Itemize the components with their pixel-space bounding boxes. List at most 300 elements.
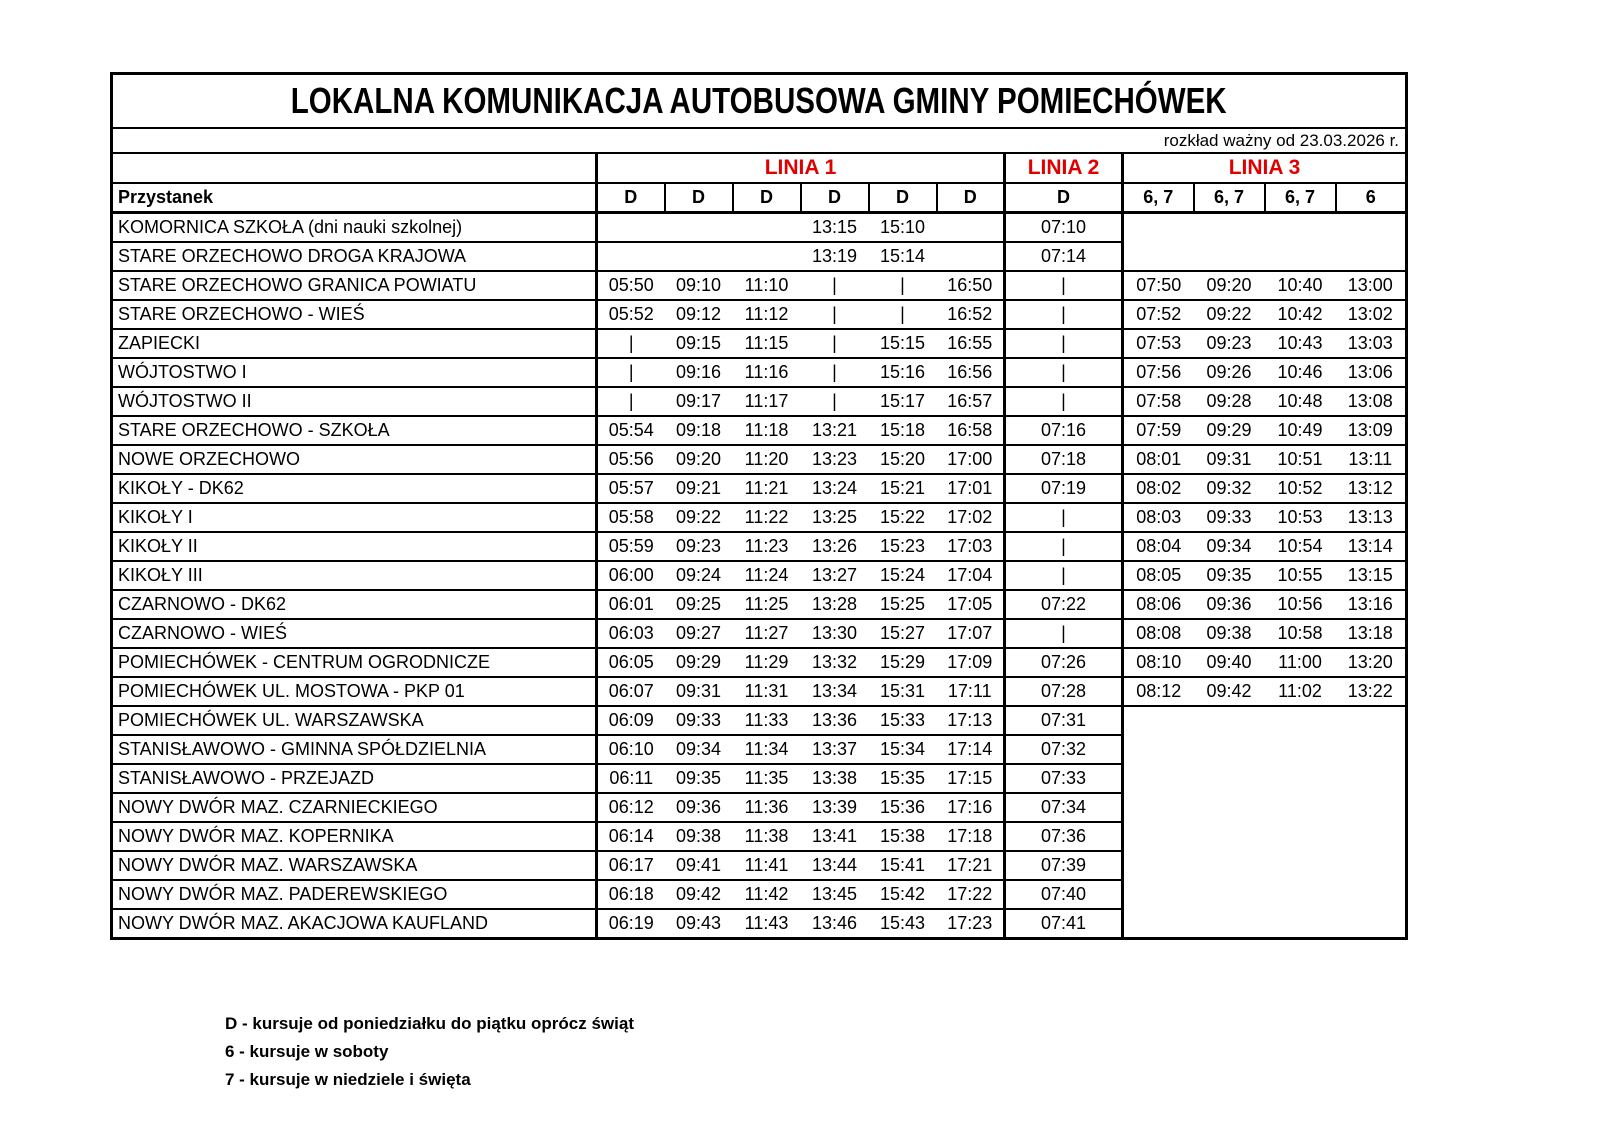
time-cell: 08:12 xyxy=(1123,677,1194,706)
time-cell: 17:15 xyxy=(937,764,1005,793)
stop-name-cell: NOWY DWÓR MAZ. WARSZAWSKA xyxy=(112,851,597,880)
time-cell: 09:20 xyxy=(1194,271,1265,300)
time-cell: 17:23 xyxy=(937,909,1005,939)
corner-cell xyxy=(112,153,597,183)
time-cell: 15:34 xyxy=(869,735,937,764)
table-row xyxy=(112,561,1407,590)
time-cell: 10:52 xyxy=(1265,474,1336,503)
time-cell: 17:18 xyxy=(937,822,1005,851)
empty-cell xyxy=(665,213,733,243)
legend-line-6: 6 - kursuje w soboty xyxy=(225,1042,389,1061)
table-row xyxy=(112,619,1407,648)
time-cell: 16:52 xyxy=(937,300,1005,329)
time-cell: 09:33 xyxy=(665,706,733,735)
table-row xyxy=(112,358,1407,387)
time-cell: 08:05 xyxy=(1123,561,1194,590)
time-cell: 07:26 xyxy=(1005,648,1123,677)
time-cell: 11:21 xyxy=(733,474,801,503)
time-cell: 07:31 xyxy=(1005,706,1123,735)
time-cell: 11:02 xyxy=(1265,677,1336,706)
stop-column-header: Przystanek xyxy=(112,183,597,213)
time-cell: 10:54 xyxy=(1265,532,1336,561)
time-cell: 06:17 xyxy=(597,851,665,880)
time-cell: 15:42 xyxy=(869,880,937,909)
time-cell: 07:52 xyxy=(1123,300,1194,329)
time-cell: 10:46 xyxy=(1265,358,1336,387)
table-row xyxy=(112,445,1407,474)
empty-cell xyxy=(665,242,733,271)
time-cell: 05:50 xyxy=(597,271,665,300)
timetable xyxy=(110,72,1408,940)
time-cell: 17:11 xyxy=(937,677,1005,706)
stop-name-cell: CZARNOWO - WIEŚ xyxy=(112,619,597,648)
time-cell: 13:20 xyxy=(1336,648,1407,677)
time-cell: 09:36 xyxy=(1194,590,1265,619)
day-code-header: 6, 7 xyxy=(1194,183,1265,213)
time-cell: 15:10 xyxy=(869,213,937,243)
time-cell: 15:21 xyxy=(869,474,937,503)
time-cell: 13:02 xyxy=(1336,300,1407,329)
time-cell: 13:44 xyxy=(801,851,869,880)
stop-name-cell: WÓJTOSTWO II xyxy=(112,387,597,416)
time-cell: 06:01 xyxy=(597,590,665,619)
time-cell: 11:43 xyxy=(733,909,801,939)
time-cell: 16:57 xyxy=(937,387,1005,416)
time-cell: 06:09 xyxy=(597,706,665,735)
legend-line-d: D - kursuje od poniedziałku do piątku oprócz świąt xyxy=(225,1014,634,1033)
time-cell: 11:20 xyxy=(733,445,801,474)
stop-name-cell: STANISŁAWOWO - GMINNA SPÓŁDZIELNIA xyxy=(112,735,597,764)
time-cell: 11:23 xyxy=(733,532,801,561)
time-cell: 08:08 xyxy=(1123,619,1194,648)
table-row xyxy=(112,503,1407,532)
time-cell: 11:27 xyxy=(733,619,801,648)
stop-name-cell: NOWE ORZECHOWO xyxy=(112,445,597,474)
day-code-header: 6, 7 xyxy=(1123,183,1194,213)
time-cell: 13:08 xyxy=(1336,387,1407,416)
time-cell: 10:55 xyxy=(1265,561,1336,590)
time-cell: 10:56 xyxy=(1265,590,1336,619)
time-cell: 13:27 xyxy=(801,561,869,590)
stop-name-cell: POMIECHÓWEK UL. MOSTOWA - PKP 01 xyxy=(112,677,597,706)
time-cell: 13:06 xyxy=(1336,358,1407,387)
time-cell: 09:26 xyxy=(1194,358,1265,387)
no-service-region xyxy=(1123,706,1407,939)
time-cell: 15:41 xyxy=(869,851,937,880)
time-cell: 07:14 xyxy=(1005,242,1123,271)
time-cell: 13:32 xyxy=(801,648,869,677)
time-cell: 07:19 xyxy=(1005,474,1123,503)
time-cell: 11:31 xyxy=(733,677,801,706)
time-cell: 13:34 xyxy=(801,677,869,706)
time-cell: 07:41 xyxy=(1005,909,1123,939)
time-cell: 09:27 xyxy=(665,619,733,648)
time-cell: 15:24 xyxy=(869,561,937,590)
time-cell: 07:32 xyxy=(1005,735,1123,764)
time-cell: 09:29 xyxy=(665,648,733,677)
time-cell: 17:04 xyxy=(937,561,1005,590)
time-cell: 13:25 xyxy=(801,503,869,532)
time-cell: 09:34 xyxy=(1194,532,1265,561)
time-cell: 13:09 xyxy=(1336,416,1407,445)
time-cell: 10:42 xyxy=(1265,300,1336,329)
stop-name-cell: STANISŁAWOWO - PRZEJAZD xyxy=(112,764,597,793)
no-stop-bar-cell: | xyxy=(1005,387,1123,416)
no-stop-bar-cell: | xyxy=(801,329,869,358)
page-title: LOKALNA KOMUNIKACJA AUTOBUSOWA GMINY POMIECHÓWEK xyxy=(112,74,1407,129)
time-cell: 05:59 xyxy=(597,532,665,561)
time-cell: 13:14 xyxy=(1336,532,1407,561)
time-cell: 09:29 xyxy=(1194,416,1265,445)
time-cell: 15:33 xyxy=(869,706,937,735)
time-cell: 17:14 xyxy=(937,735,1005,764)
time-cell: 11:36 xyxy=(733,793,801,822)
time-cell: 07:40 xyxy=(1005,880,1123,909)
time-cell: 05:54 xyxy=(597,416,665,445)
time-cell: 13:18 xyxy=(1336,619,1407,648)
empty-cell xyxy=(597,242,665,271)
time-cell: 11:34 xyxy=(733,735,801,764)
time-cell: 07:36 xyxy=(1005,822,1123,851)
table-row xyxy=(112,329,1407,358)
time-cell: 11:24 xyxy=(733,561,801,590)
no-stop-bar-cell: | xyxy=(801,300,869,329)
no-stop-bar-cell: | xyxy=(869,271,937,300)
day-code-header: D xyxy=(801,183,869,213)
stop-name-cell: NOWY DWÓR MAZ. AKACJOWA KAUFLAND xyxy=(112,909,597,939)
stop-name-cell: ZAPIECKI xyxy=(112,329,597,358)
time-cell: 09:32 xyxy=(1194,474,1265,503)
time-cell: 13:45 xyxy=(801,880,869,909)
time-cell: 13:23 xyxy=(801,445,869,474)
time-cell: 11:42 xyxy=(733,880,801,909)
time-cell: 15:14 xyxy=(869,242,937,271)
time-cell: 09:28 xyxy=(1194,387,1265,416)
time-cell: 09:42 xyxy=(1194,677,1265,706)
time-cell: 07:59 xyxy=(1123,416,1194,445)
time-cell: 10:40 xyxy=(1265,271,1336,300)
time-cell: 15:16 xyxy=(869,358,937,387)
empty-cell xyxy=(937,242,1005,271)
day-code-header: D xyxy=(665,183,733,213)
time-cell: 13:26 xyxy=(801,532,869,561)
time-cell: 11:41 xyxy=(733,851,801,880)
time-cell: 07:34 xyxy=(1005,793,1123,822)
time-cell: 17:16 xyxy=(937,793,1005,822)
time-cell: 09:17 xyxy=(665,387,733,416)
stop-name-cell: KOMORNICA SZKOŁA (dni nauki szkolnej) xyxy=(112,213,597,243)
time-cell: 15:36 xyxy=(869,793,937,822)
time-cell: 06:18 xyxy=(597,880,665,909)
day-code-header: D xyxy=(869,183,937,213)
time-cell: 11:35 xyxy=(733,764,801,793)
table-row xyxy=(112,474,1407,503)
table-row xyxy=(112,271,1407,300)
time-cell: 15:20 xyxy=(869,445,937,474)
time-cell: 06:10 xyxy=(597,735,665,764)
time-cell: 17:01 xyxy=(937,474,1005,503)
stop-name-cell: CZARNOWO - DK62 xyxy=(112,590,597,619)
time-cell: 09:41 xyxy=(665,851,733,880)
time-cell: 09:24 xyxy=(665,561,733,590)
time-cell: 10:49 xyxy=(1265,416,1336,445)
no-stop-bar-cell: | xyxy=(801,271,869,300)
no-stop-bar-cell: | xyxy=(1005,329,1123,358)
time-cell: 10:58 xyxy=(1265,619,1336,648)
table-row xyxy=(112,387,1407,416)
no-stop-bar-cell: | xyxy=(1005,503,1123,532)
time-cell: 13:15 xyxy=(1336,561,1407,590)
time-cell: 15:35 xyxy=(869,764,937,793)
title-row xyxy=(112,74,1407,129)
time-cell: 13:11 xyxy=(1336,445,1407,474)
time-cell: 06:03 xyxy=(597,619,665,648)
time-cell: 07:53 xyxy=(1123,329,1194,358)
time-cell: 07:10 xyxy=(1005,213,1123,243)
validity-note: rozkład ważny od 23.03.2026 r. xyxy=(112,128,1407,153)
table-row xyxy=(112,416,1407,445)
stop-name-cell: STARE ORZECHOWO - SZKOŁA xyxy=(112,416,597,445)
stop-name-cell: NOWY DWÓR MAZ. PADEREWSKIEGO xyxy=(112,880,597,909)
stop-name-cell: KIKOŁY III xyxy=(112,561,597,590)
stop-name-cell: KIKOŁY II xyxy=(112,532,597,561)
table-row xyxy=(112,648,1407,677)
time-cell: 16:50 xyxy=(937,271,1005,300)
no-stop-bar-cell: | xyxy=(1005,561,1123,590)
linia3-header: LINIA 3 xyxy=(1123,153,1407,183)
stop-name-cell: POMIECHÓWEK - CENTRUM OGRODNICZE xyxy=(112,648,597,677)
no-stop-bar-cell: | xyxy=(1005,271,1123,300)
time-cell: 17:21 xyxy=(937,851,1005,880)
time-cell: 13:41 xyxy=(801,822,869,851)
time-cell: 13:00 xyxy=(1336,271,1407,300)
timetable-sheet xyxy=(110,72,1408,1089)
time-cell: 08:02 xyxy=(1123,474,1194,503)
day-code-header: D xyxy=(733,183,801,213)
time-cell: 10:53 xyxy=(1265,503,1336,532)
time-cell: 13:16 xyxy=(1336,590,1407,619)
time-cell: 09:18 xyxy=(665,416,733,445)
day-code-header: D xyxy=(597,183,665,213)
time-cell: 11:00 xyxy=(1265,648,1336,677)
table-row xyxy=(112,213,1407,243)
validity-row xyxy=(112,128,1407,153)
time-cell: 11:10 xyxy=(733,271,801,300)
time-cell: 09:42 xyxy=(665,880,733,909)
time-cell: 11:33 xyxy=(733,706,801,735)
time-cell: 17:09 xyxy=(937,648,1005,677)
no-service-region xyxy=(1123,213,1407,272)
time-cell: 08:03 xyxy=(1123,503,1194,532)
time-cell: 07:22 xyxy=(1005,590,1123,619)
time-cell: 15:38 xyxy=(869,822,937,851)
time-cell: 06:05 xyxy=(597,648,665,677)
stop-name-cell: POMIECHÓWEK UL. WARSZAWSKA xyxy=(112,706,597,735)
time-cell: 11:29 xyxy=(733,648,801,677)
no-stop-bar-cell: | xyxy=(1005,619,1123,648)
time-cell: 13:13 xyxy=(1336,503,1407,532)
stop-name-cell: NOWY DWÓR MAZ. CZARNIECKIEGO xyxy=(112,793,597,822)
table-row xyxy=(112,532,1407,561)
time-cell: 07:56 xyxy=(1123,358,1194,387)
empty-cell xyxy=(937,213,1005,243)
time-cell: 15:31 xyxy=(869,677,937,706)
stop-name-cell: STARE ORZECHOWO - WIEŚ xyxy=(112,300,597,329)
legend xyxy=(225,1010,634,1094)
time-cell: 17:22 xyxy=(937,880,1005,909)
time-cell: 09:35 xyxy=(1194,561,1265,590)
time-cell: 11:18 xyxy=(733,416,801,445)
no-stop-bar-cell: | xyxy=(801,358,869,387)
stop-name-cell: STARE ORZECHOWO DROGA KRAJOWA xyxy=(112,242,597,271)
no-stop-bar-cell: | xyxy=(801,387,869,416)
time-cell: 09:23 xyxy=(665,532,733,561)
time-cell: 16:55 xyxy=(937,329,1005,358)
linia2-header: LINIA 2 xyxy=(1005,153,1123,183)
stop-name-cell: KIKOŁY I xyxy=(112,503,597,532)
time-cell: 09:16 xyxy=(665,358,733,387)
time-cell: 11:22 xyxy=(733,503,801,532)
time-cell: 09:31 xyxy=(1194,445,1265,474)
day-code-header: D xyxy=(937,183,1005,213)
time-cell: 13:38 xyxy=(801,764,869,793)
time-cell: 06:12 xyxy=(597,793,665,822)
stop-name-cell: KIKOŁY - DK62 xyxy=(112,474,597,503)
time-cell: 11:25 xyxy=(733,590,801,619)
time-cell: 10:43 xyxy=(1265,329,1336,358)
time-cell: 09:33 xyxy=(1194,503,1265,532)
no-stop-bar-cell: | xyxy=(1005,300,1123,329)
time-cell: 09:34 xyxy=(665,735,733,764)
time-cell: 09:31 xyxy=(665,677,733,706)
time-cell: 06:00 xyxy=(597,561,665,590)
time-cell: 09:25 xyxy=(665,590,733,619)
time-cell: 09:38 xyxy=(1194,619,1265,648)
time-cell: 13:12 xyxy=(1336,474,1407,503)
time-cell: 13:21 xyxy=(801,416,869,445)
time-cell: 09:22 xyxy=(665,503,733,532)
time-cell: 09:20 xyxy=(665,445,733,474)
column-header-row xyxy=(112,183,1407,213)
time-cell: 08:06 xyxy=(1123,590,1194,619)
time-cell: 09:35 xyxy=(665,764,733,793)
time-cell: 10:51 xyxy=(1265,445,1336,474)
time-cell: 15:15 xyxy=(869,329,937,358)
time-cell: 15:43 xyxy=(869,909,937,939)
time-cell: 13:37 xyxy=(801,735,869,764)
time-cell: 09:38 xyxy=(665,822,733,851)
time-cell: 09:10 xyxy=(665,271,733,300)
empty-cell xyxy=(733,213,801,243)
time-cell: 09:22 xyxy=(1194,300,1265,329)
no-stop-bar-cell: | xyxy=(1005,532,1123,561)
time-cell: 08:01 xyxy=(1123,445,1194,474)
time-cell: 07:28 xyxy=(1005,677,1123,706)
line-header-row xyxy=(112,153,1407,183)
time-cell: 13:19 xyxy=(801,242,869,271)
time-cell: 09:12 xyxy=(665,300,733,329)
stop-name-cell: STARE ORZECHOWO GRANICA POWIATU xyxy=(112,271,597,300)
timetable-body xyxy=(112,213,1407,939)
no-stop-bar-cell: | xyxy=(597,329,665,358)
time-cell: 05:56 xyxy=(597,445,665,474)
legend-line-7: 7 - kursuje w niedziele i święta xyxy=(225,1070,471,1089)
time-cell: 17:03 xyxy=(937,532,1005,561)
day-code-header: 6, 7 xyxy=(1265,183,1336,213)
time-cell: 15:23 xyxy=(869,532,937,561)
time-cell: 07:18 xyxy=(1005,445,1123,474)
time-cell: 05:52 xyxy=(597,300,665,329)
table-row xyxy=(112,590,1407,619)
time-cell: 09:21 xyxy=(665,474,733,503)
table-row xyxy=(112,706,1407,735)
time-cell: 11:16 xyxy=(733,358,801,387)
time-cell: 13:22 xyxy=(1336,677,1407,706)
time-cell: 13:15 xyxy=(801,213,869,243)
time-cell: 11:38 xyxy=(733,822,801,851)
time-cell: 13:03 xyxy=(1336,329,1407,358)
time-cell: 06:19 xyxy=(597,909,665,939)
table-row xyxy=(112,677,1407,706)
time-cell: 08:10 xyxy=(1123,648,1194,677)
time-cell: 13:30 xyxy=(801,619,869,648)
time-cell: 16:56 xyxy=(937,358,1005,387)
table-row xyxy=(112,300,1407,329)
time-cell: 05:58 xyxy=(597,503,665,532)
time-cell: 08:04 xyxy=(1123,532,1194,561)
time-cell: 17:07 xyxy=(937,619,1005,648)
no-stop-bar-cell: | xyxy=(597,387,665,416)
time-cell: 11:12 xyxy=(733,300,801,329)
time-cell: 07:39 xyxy=(1005,851,1123,880)
time-cell: 17:00 xyxy=(937,445,1005,474)
time-cell: 13:36 xyxy=(801,706,869,735)
time-cell: 06:07 xyxy=(597,677,665,706)
time-cell: 07:58 xyxy=(1123,387,1194,416)
time-cell: 15:29 xyxy=(869,648,937,677)
day-code-header: 6 xyxy=(1336,183,1407,213)
time-cell: 15:27 xyxy=(869,619,937,648)
no-stop-bar-cell: | xyxy=(1005,358,1123,387)
no-stop-bar-cell: | xyxy=(869,300,937,329)
empty-cell xyxy=(733,242,801,271)
time-cell: 07:50 xyxy=(1123,271,1194,300)
time-cell: 09:43 xyxy=(665,909,733,939)
time-cell: 17:05 xyxy=(937,590,1005,619)
time-cell: 11:15 xyxy=(733,329,801,358)
time-cell: 06:14 xyxy=(597,822,665,851)
linia1-header: LINIA 1 xyxy=(597,153,1005,183)
day-code-header: D xyxy=(1005,183,1123,213)
time-cell: 09:15 xyxy=(665,329,733,358)
time-cell: 09:23 xyxy=(1194,329,1265,358)
time-cell: 09:40 xyxy=(1194,648,1265,677)
time-cell: 07:16 xyxy=(1005,416,1123,445)
time-cell: 15:17 xyxy=(869,387,937,416)
no-stop-bar-cell: | xyxy=(597,358,665,387)
time-cell: 13:24 xyxy=(801,474,869,503)
time-cell: 15:22 xyxy=(869,503,937,532)
time-cell: 13:46 xyxy=(801,909,869,939)
time-cell: 06:11 xyxy=(597,764,665,793)
time-cell: 11:17 xyxy=(733,387,801,416)
stop-name-cell: WÓJTOSTWO I xyxy=(112,358,597,387)
time-cell: 05:57 xyxy=(597,474,665,503)
time-cell: 15:25 xyxy=(869,590,937,619)
time-cell: 07:33 xyxy=(1005,764,1123,793)
time-cell: 16:58 xyxy=(937,416,1005,445)
time-cell: 09:36 xyxy=(665,793,733,822)
